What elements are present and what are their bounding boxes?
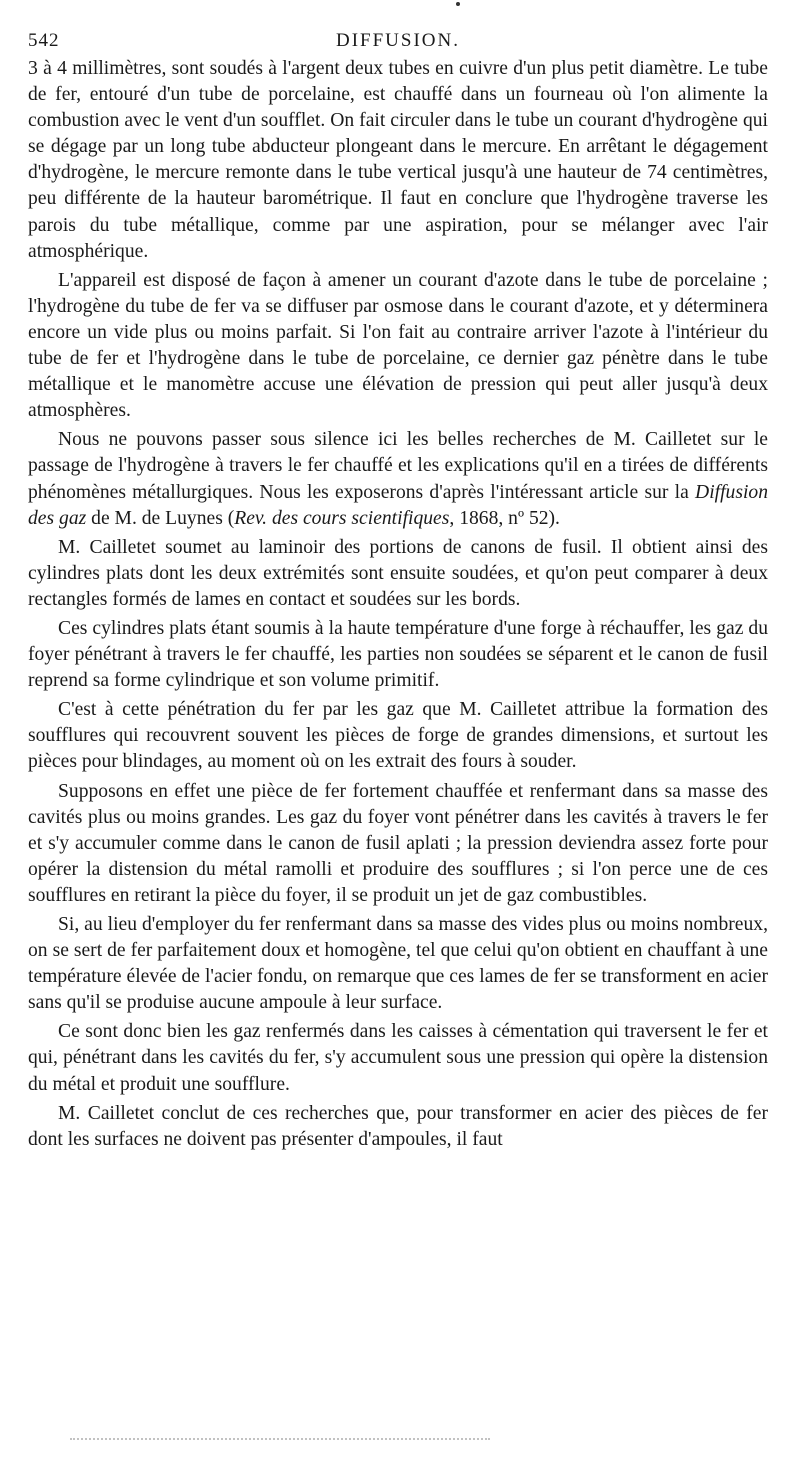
ink-mark [456, 2, 460, 6]
paragraph-apparatus: L'appareil est disposé de façon à amener un courant d'azote dans le tube de porcelaine ; l'hydrogène du tube de fer va se diffuser par osmose dans le courant d'azote, et y déterminera encore un vide plus ou moins parfait. Si l'on fait au contraire arriver l'azote à l'intérieur du tube de fer et l'hydrogène dans le tube de porcelaine, ce dernier gaz pénètre dans le tube métallique et le manomètre accuse une élévation de pression qui peut aller jusqu'à deux atmosphères. [28, 269, 768, 422]
paragraph-cementation: Ce sont donc bien les gaz renfermés dans les caisses à cémentation qui traversent le fer et qui, pénétrant dans les cavités du fer, s'y accumulent sous une pression qui opère la distension du métal et produit une soufflure. [28, 1021, 768, 1095]
citation-author: de M. de Luynes ( [86, 507, 235, 529]
citation-reference: , 1868, nº 52). [449, 507, 560, 529]
paragraph-cailletet-intro [28, 427, 768, 531]
paragraph-laminoir: M. Cailletet soumet au laminoir des portions de canons de fusil. Il obtient ainsi des cylindres plats dont les deux extrémités sont ensuite soudées, et qu'on peut comparer à deux rectangles formés de lames en contact et soudées sur les bords. [28, 536, 768, 610]
bleed-through-smudge [70, 1438, 490, 1446]
paragraph-penetration: C'est à cette pénétration du fer par les gaz que M. Cailletet attribue la formation des soufflures qui recouvrent souvent les pièces de forge de grandes dimensions, et surtout les pièces pour blindages, au moment où on les extrait des fours à souder. [28, 699, 768, 773]
paragraph-supposons: Supposons en effet une pièce de fer fortement chauffée et renfermant dans sa masse des cavités plus ou moins grandes. Les gaz du foyer vont pénétrer dans les cavités à travers le fer et s'y accumuler comme dans le canon de fusil aplati ; la pression deviendra assez forte pour opérer la distension du métal ramolli et produire des soufflures ; si l'on perce une de ces soufflures en retirant la pièce du foyer, il se produit un jet de gaz combustibles. [28, 780, 768, 906]
paragraph-cailletet-intro-text: Nous ne pouvons passer sous silence ici les belles recherches de M. Cailletet sur le passage de l'hydrogène à travers le fer chauffé et les explications qu'il en a tirées de différents phénomènes métallurgiques. Nous les exposerons d'après l'intéressant article sur la [28, 429, 768, 503]
paragraph-conclusion: M. Cailletet conclut de ces recherches que, pour transformer en acier des pièces de fer dont les surfaces ne doivent pas présenter d'ampoules, il faut [28, 1102, 768, 1150]
body-text [28, 56, 768, 1153]
citation-title: Diffusion des gaz [28, 481, 768, 529]
citation-journal: Rev. des cours scientifiques [234, 507, 450, 529]
page-number: 542 [28, 30, 60, 51]
book-page [28, 22, 768, 1156]
paragraph-fer-doux: Si, au lieu d'employer du fer renfermant dans sa masse des vides plus ou moins nombreux, on se sert de fer parfaitement doux et homogène, tel que celui qu'on obtient en chauffant à une température élevée de l'acier fondu, on remarque que ces lames de fer se transforment en acier sans qu'il se produise aucune ampoule à leur surface. [28, 914, 768, 1014]
page-header [28, 22, 768, 56]
paragraph-continuation: 3 à 4 millimètres, sont soudés à l'argent deux tubes en cuivre d'un plus petit diamètre. Le tube de fer, entouré d'un tube de porcelaine, est chauffé dans un fourneau où l'on alimente la combustion avec le vent d'un soufflet. On fait circuler dans le tube un courant d'hydrogène qui se dégage par un long tube abducteur plongeant dans le mercure. En arrêtant le dégagement d'hydrogène, le mercure remonte dans le tube vertical jusqu'à une hauteur de 74 centimètres, peu différente de la hauteur barométrique. Il faut en conclure que l'hydrogène traverse les parois du tube métallique, comme par une aspiration, pour se mélanger avec l'air atmosphérique. [28, 58, 768, 262]
paragraph-cylindres: Ces cylindres plats étant soumis à la haute température d'une forge à réchauffer, les gaz du foyer pénétrant à travers le fer chauffé, les parties non soudées se séparent et le canon de fusil reprend sa forme cylindrique et son volume primitif. [28, 617, 768, 692]
running-title: DIFFUSION. [336, 30, 460, 51]
